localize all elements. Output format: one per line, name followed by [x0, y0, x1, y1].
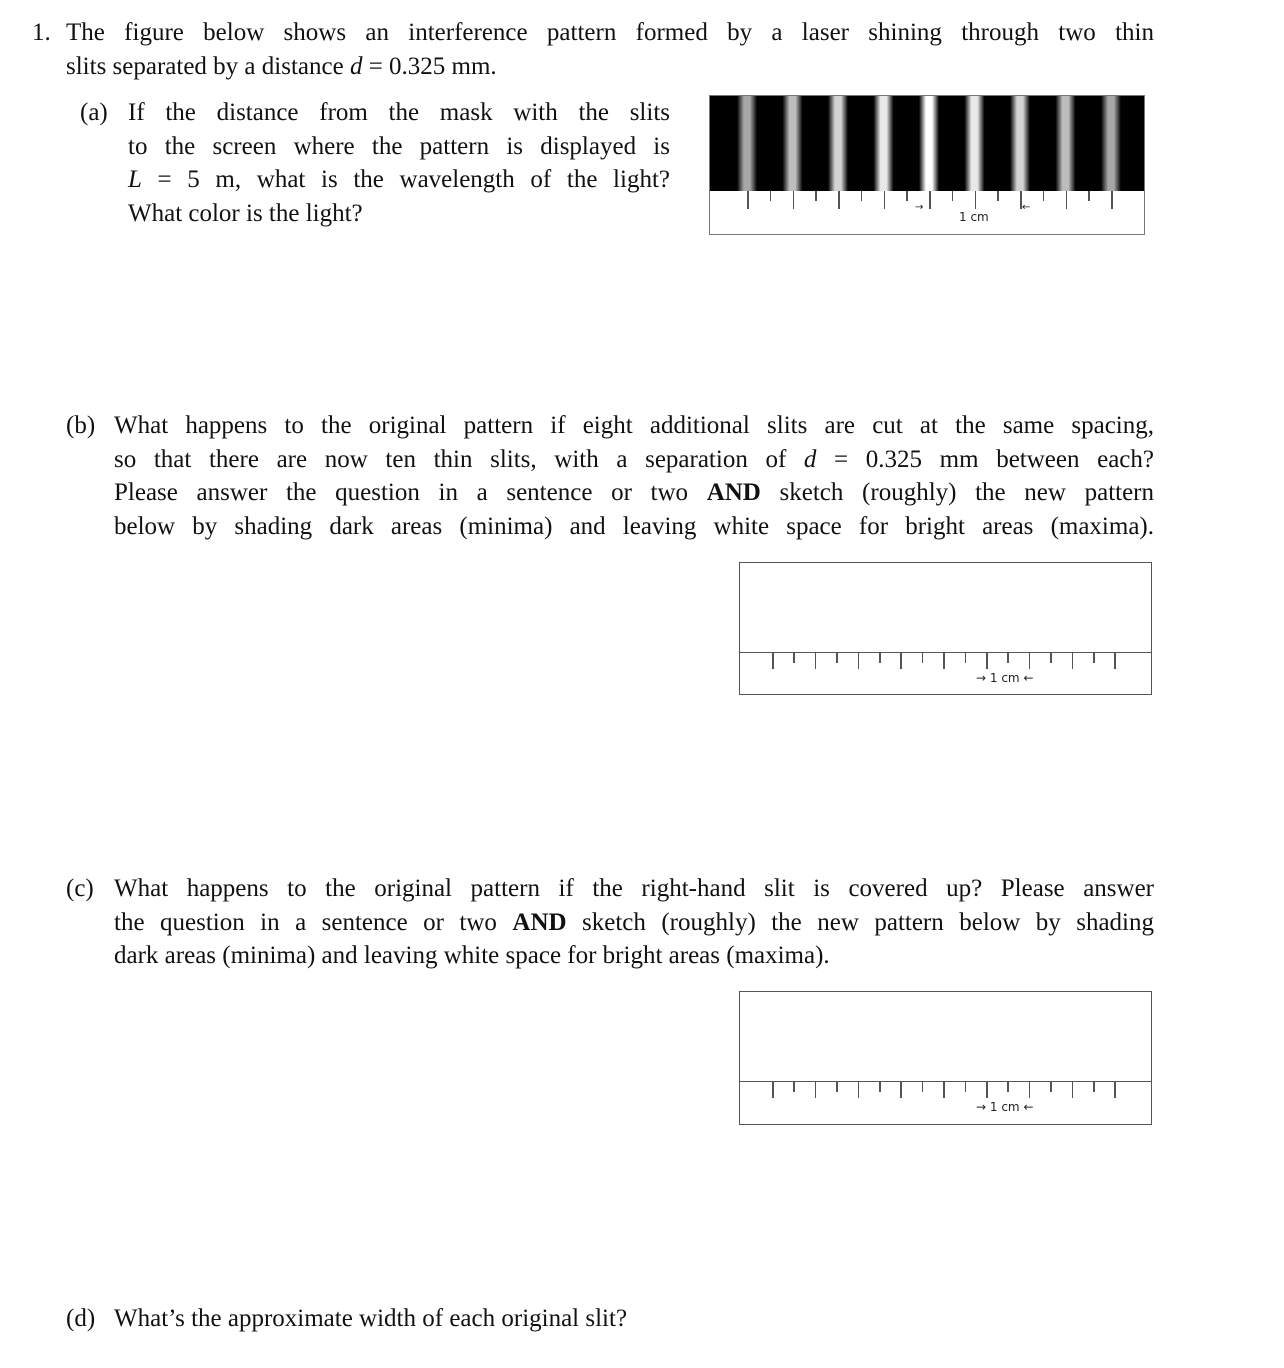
ruler-tick [943, 1081, 945, 1098]
fringe-pattern [710, 96, 1144, 191]
part-a-line1: If the distance from the mask with the slits [128, 99, 670, 126]
ruler-tick [965, 652, 967, 663]
part-b-line4: below by shading dark areas (minima) and leaving white space for bright areas (maxima). [114, 513, 1154, 540]
question-number: 1. [32, 19, 51, 46]
ruler-tick [1072, 652, 1074, 669]
text: the question in a sentence or two [114, 909, 513, 936]
ruler-tick [772, 652, 774, 669]
ruler-tick [1043, 191, 1045, 201]
var-L: L [128, 166, 142, 193]
ruler-tick [1111, 191, 1113, 209]
ruler-tick [879, 652, 881, 663]
arrow-left-icon: ← [1022, 202, 1031, 213]
part-c-label: (c) [66, 875, 94, 902]
ruler-tick [772, 1081, 774, 1098]
ruler-tick [1114, 652, 1116, 669]
part-b-line3 [114, 478, 1154, 508]
ruler-tick [1007, 1081, 1009, 1092]
ruler-tick [747, 191, 749, 209]
ruler-tick [997, 191, 999, 201]
ruler-tick [986, 1081, 988, 1098]
ruler-tick [1066, 191, 1068, 209]
and-emphasis: AND [512, 909, 567, 936]
part-c-line2 [114, 908, 1154, 938]
var-d: d [349, 53, 363, 80]
text: 1 cm [989, 671, 1020, 685]
text: so that there are now ten thin slits, with a separation of [114, 446, 804, 473]
ruler-tick [965, 1081, 967, 1092]
ruler-tick [836, 1081, 838, 1092]
ruler-tick [952, 191, 954, 201]
ruler-tick [1050, 652, 1052, 663]
ruler-tick [1072, 1081, 1074, 1098]
ruler-tick [836, 652, 838, 663]
part-d-label: (d) [66, 1305, 96, 1332]
scale-label: 1 cm [959, 210, 989, 224]
ruler-tick [1093, 1081, 1095, 1092]
text: slits separated by a distance [66, 53, 350, 80]
ruler-tick [906, 191, 908, 201]
text: = 0.325 mm between each? [816, 446, 1154, 473]
and-emphasis: AND [706, 479, 761, 506]
ruler-tick [900, 1081, 902, 1098]
ruler-tick [793, 1081, 795, 1092]
interference-pattern-figure [709, 95, 1145, 235]
ruler-tick [1088, 191, 1090, 201]
ruler-tick [943, 652, 945, 669]
part-c-line3: dark areas (minima) and leaving white space for bright areas (maxima). [114, 942, 830, 969]
ruler-tick [858, 1081, 860, 1098]
ruler-tick [929, 191, 931, 209]
ruler-tick [900, 652, 902, 669]
ruler-tick [1007, 652, 1009, 663]
ruler-tick [1029, 652, 1031, 669]
ruler-tick [815, 1081, 817, 1098]
part-d-line1: What’s the approximate width of each original slit? [114, 1305, 628, 1332]
text: sketch (roughly) the new pattern [760, 479, 1155, 506]
arrow-right-icon: → [915, 202, 924, 213]
text: 1 cm [989, 1100, 1020, 1114]
ruler-tick [770, 191, 772, 201]
text: sketch (roughly) the new pattern below by shading [566, 909, 1155, 936]
question-text-line1: The figure below shows an interference pattern formed by a laser shining through two thin [66, 19, 1154, 46]
question-text-line2 [66, 52, 497, 82]
part-c-line1: What happens to the original pattern if the right-hand slit is covered up? Please answer [114, 875, 1154, 902]
ruler-tick [1029, 1081, 1031, 1098]
ruler-tick [838, 191, 840, 209]
ruler-tick [793, 652, 795, 663]
text: Please answer the question in a sentence or two [114, 479, 707, 506]
text: = 5 m, what is the wavelength of the light? [141, 166, 670, 193]
ruler-tick [975, 191, 977, 209]
part-b-line2 [114, 445, 1154, 475]
sketch-area-b[interactable] [739, 562, 1152, 695]
blank-pattern-box[interactable] [739, 991, 1152, 1082]
ruler-tick [815, 191, 817, 201]
ruler-tick [879, 1081, 881, 1092]
ruler-tick [815, 652, 817, 669]
ruler-tick [858, 652, 860, 669]
part-a-line4: What color is the light? [128, 200, 363, 227]
part-a-label: (a) [80, 99, 108, 126]
part-a-line3 [128, 165, 670, 195]
var-d: d [803, 446, 817, 473]
part-b-label: (b) [66, 412, 96, 439]
scale-label: → 1 cm ← [976, 1100, 1034, 1114]
ruler-tick [922, 652, 924, 663]
part-a-line2: to the screen where the pattern is displayed is [128, 133, 670, 160]
ruler-tick [793, 191, 795, 209]
blank-pattern-box[interactable] [739, 562, 1152, 653]
ruler-tick [861, 191, 863, 201]
part-b-line1: What happens to the original pattern if eight additional slits are cut at the same spacing, [114, 412, 1154, 439]
ruler-tick [922, 1081, 924, 1092]
ruler-tick [1114, 1081, 1116, 1098]
ruler-tick [884, 191, 886, 209]
ruler-tick [1050, 1081, 1052, 1092]
text: = 0.325 mm. [362, 53, 497, 80]
ruler-tick [1093, 652, 1095, 663]
sketch-area-c[interactable] [739, 991, 1152, 1125]
scale-label: → 1 cm ← [976, 671, 1034, 685]
ruler-tick [986, 652, 988, 669]
